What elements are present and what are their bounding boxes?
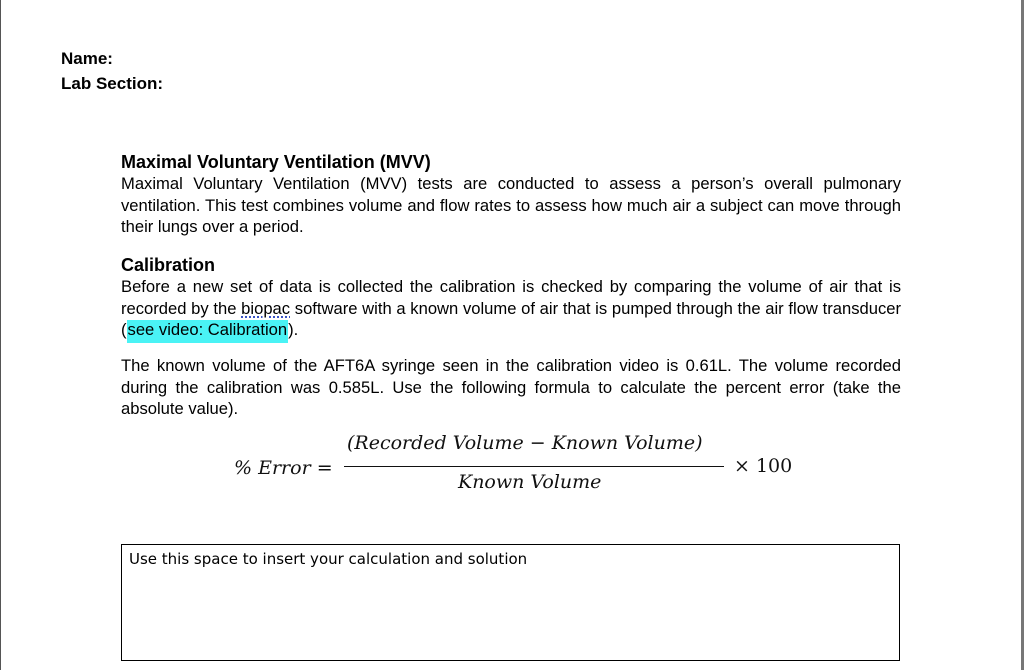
name-label: Name: [61,49,113,68]
calibration-video-link[interactable]: see video: Calibration [127,320,289,343]
calibration-section [121,254,901,341]
instructions-paragraph: The known volume of the AFT6A syringe seen in the calibration video is 0.61L. The volume recorded during the calibration was 0.585L. Use the following formula to calculate the percent error (take the absolute value). [121,356,901,419]
calibration-paragraph [121,276,901,341]
calibration-text-start: Before a new set of data is collected the calibration is checked by comparing the volume of air that is recorded by the [121,277,901,318]
mvv-section [121,151,901,238]
formula-denominator: Known Volume [458,471,602,493]
calibration-text-end: ). [288,320,299,340]
fraction-bar [344,466,724,467]
mvv-heading: Maximal Voluntary Ventilation (MVV) [121,152,431,172]
calibration-text-middle: software with a known volume of air that is pumped through the air flow transducer ( [121,298,901,340]
formula-numerator: (Recorded Volume − Known Volume) [347,432,703,454]
formula-lhs: % Error = [234,457,333,479]
answer-box-placeholder: Use this space to insert your calculation and solution [129,550,528,568]
percent-error-instructions [121,355,901,420]
calibration-heading: Calibration [121,255,216,275]
spellcheck-flagged-word[interactable]: biopac [241,298,291,318]
formula-multiplier: × 100 [734,455,793,477]
answer-text-box[interactable] [121,544,900,661]
mvv-paragraph: Maximal Voluntary Ventilation (MVV) tests are conducted to assess a person’s overall pulmonary ventilation. This test combines volume and flow rates to assess how much air a subject can move through their lungs over a period. [121,174,901,237]
lab-section-label: Lab Section: [61,74,164,93]
page-border-left [0,0,1,670]
